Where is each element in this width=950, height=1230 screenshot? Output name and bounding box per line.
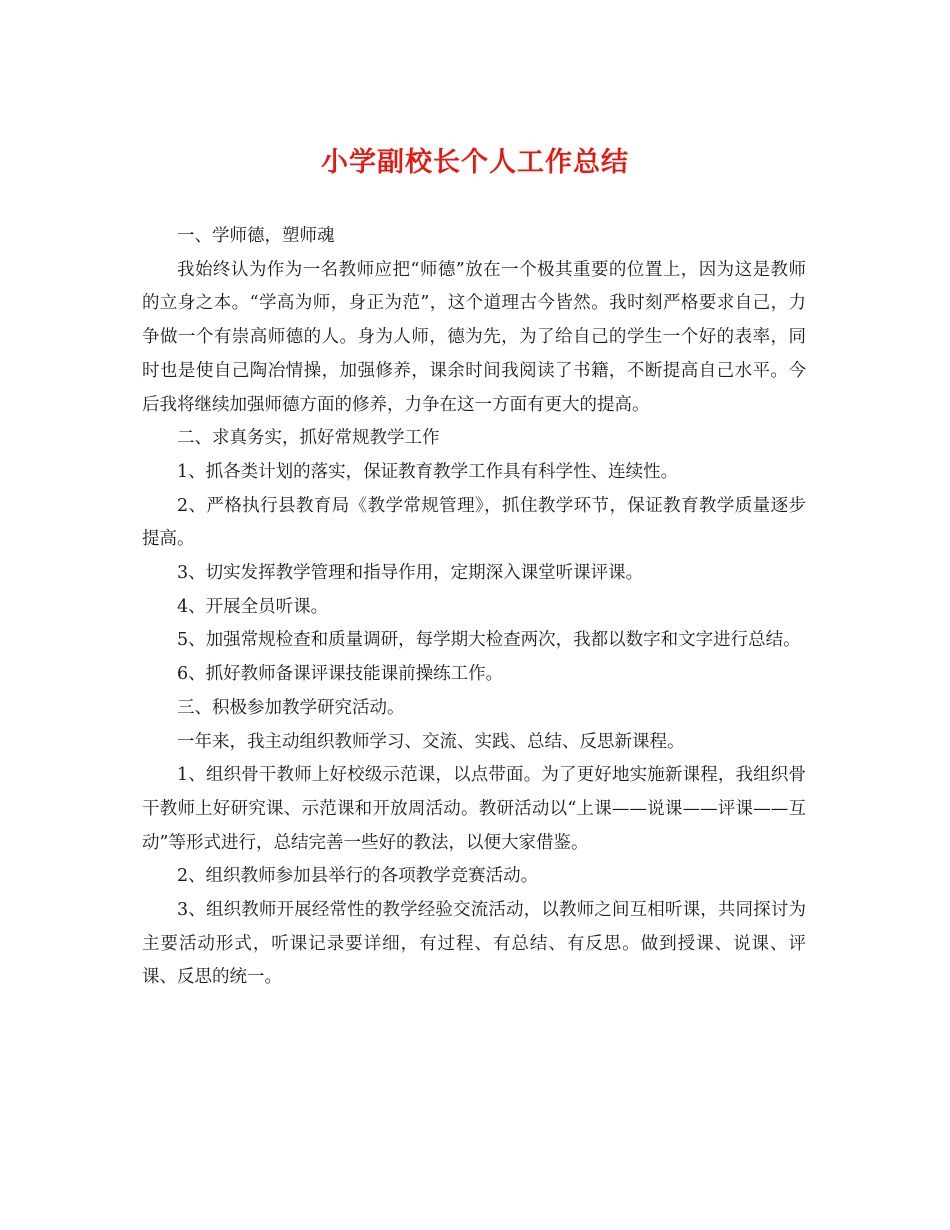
paragraph: 我始终认为作为一名教师应把“师德”放在一个极其重要的位置上，因为这是教师的立身之本。“学高为师，身正为范”，这个道理古今皆然。我时刻严格要求自己，力争做一个有崇高师德的人。身为人师，德为先，为了给自己的学生一个好的表率，同时也是使自己陶冶情操，加强修养，课余时间我阅读了书籍，不断提高自己水平。今后我将继续加强师德方面的修养，力争在这一方面有更大的提高。 xyxy=(142,259,806,415)
document-title: 小学副校长个人工作总结 xyxy=(321,147,629,178)
paragraph: 2、组织教师参加县举行的各项教学竞赛活动。 xyxy=(177,866,539,887)
paragraph: 3、切实发挥教学管理和指导作用，定期深入课堂听课评课。 xyxy=(177,563,644,584)
paragraph: 一年来，我主动组织教师学习、交流、实践、总结、反思新课程。 xyxy=(177,731,685,752)
paragraph: 3、组织教师开展经常性的教学经验交流活动，以教师之间互相听课，共同探讨为主要活动形式，听课记录要详细，有过程、有总结、有反思。做到授课、说课、评课、反思的统一。 xyxy=(142,900,806,988)
paragraph: 二、求真务实，抓好常规教学工作 xyxy=(177,428,440,449)
document-body xyxy=(142,220,806,995)
paragraph: 6、抓好教师备课评课技能课前操练工作。 xyxy=(177,664,504,685)
paragraph: 5、加强常规检查和质量调研，每学期大检查两次，我都以数字和文字进行总结。 xyxy=(177,630,801,651)
paragraph: 1、抓各类计划的落实，保证教育教学工作具有科学性、连续性。 xyxy=(177,461,679,482)
paragraph: 2、严格执行县教育局《教学常规管理》，抓住教学环节，保证教育教学质量逐步提高。 xyxy=(142,495,806,550)
paragraph: 一、学师德，塑师魂 xyxy=(177,226,335,246)
paragraph: 1、组织骨干教师上好校级示范课，以点带面。为了更好地实施新课程，我组织骨干教师上好研究课、示范课和开放周活动。教研活动以“上课——说课——评课——互动”等形式进行，总结完善一些好的教法，以便大家借鉴。 xyxy=(142,765,806,853)
paragraph: 4、开展全员听课。 xyxy=(177,596,329,617)
paragraph: 三、积极参加教学研究活动。 xyxy=(177,697,405,718)
